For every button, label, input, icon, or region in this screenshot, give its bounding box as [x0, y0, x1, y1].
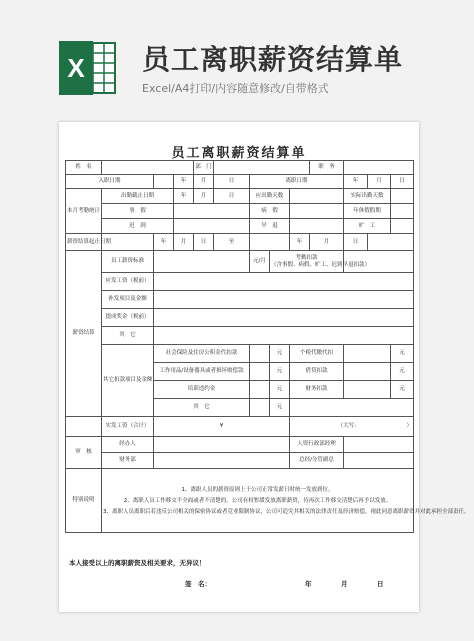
bonus-field[interactable] — [154, 309, 414, 327]
other2-extra-field[interactable] — [290, 399, 414, 417]
period-end-field[interactable] — [250, 234, 290, 251]
training-field[interactable] — [250, 381, 270, 399]
month-unit: 月 — [310, 234, 344, 251]
leave-personal-label: 病 假 — [250, 204, 290, 219]
document-page — [59, 122, 470, 612]
day-unit: 日 — [214, 189, 250, 204]
finance-deduct-label: 财务扣款 — [290, 381, 344, 399]
training-label: 培训违约金 — [154, 381, 250, 399]
year-unit: 年 — [174, 175, 194, 189]
finance-label: 财务部 — [102, 453, 154, 469]
other-deduct-label: 其它扣款项目及金额 — [102, 345, 154, 417]
declaration-text: 本人接受以上的离职薪资及相关要求，无异议！ — [69, 559, 206, 567]
net-label: 实发工资（合计） — [102, 417, 154, 437]
excel-icon — [57, 37, 119, 99]
period-to: 至 — [214, 234, 250, 251]
leave-date-label: 离职日期 — [250, 175, 344, 189]
currency-sign: ¥ — [219, 423, 224, 429]
other2-field[interactable] — [250, 399, 270, 417]
position-field[interactable] — [344, 161, 414, 175]
yuan-unit: 元 — [391, 381, 414, 399]
sign-label: 签 名： — [185, 580, 211, 588]
yuan-month-unit: 元/月 — [250, 251, 270, 273]
leave-sick-field[interactable] — [174, 204, 250, 219]
deduct-note: （含事假、病假、旷工、迟到早退扣款） — [271, 261, 371, 268]
yuan-unit: 元 — [270, 363, 290, 381]
banner-title: 员工离职薪资结算单 — [142, 43, 404, 76]
gross-label: 应发工资（税前） — [102, 273, 154, 291]
year-unit: 年 — [154, 234, 174, 251]
net-uppercase-field[interactable] — [290, 417, 414, 437]
net-spacer — [66, 417, 102, 437]
other-label: 其 它 — [102, 327, 154, 345]
month-unit: 月 — [194, 175, 214, 189]
notes-content — [102, 469, 470, 533]
year-unit: 年 — [290, 234, 310, 251]
dept-field[interactable] — [214, 161, 310, 175]
join-year-field[interactable] — [154, 175, 174, 189]
social-field[interactable] — [250, 345, 270, 363]
late-field[interactable] — [174, 219, 250, 234]
leave-annual-field[interactable] — [391, 204, 414, 219]
standard-label: 员工薪资标准 — [102, 251, 154, 273]
absenteeism-field[interactable] — [391, 219, 414, 234]
net-amount-field[interactable] — [154, 417, 290, 437]
join-date-label: 入职日期 — [66, 175, 154, 189]
late-label: 迟 到 — [102, 219, 174, 234]
tax-field[interactable] — [344, 345, 391, 363]
review-group-label: 审 核 — [66, 437, 102, 469]
note-item: 3、离职人员离职后若违反公司相关的保密协议或者竞业限制协议，公司可追究其相关的法律责任及经济赔偿，视此同意离职薪资并对此承担全部责任。 — [103, 508, 470, 515]
banner-subtitle: Excel/A4打印/内容随意修改/自带格式 — [142, 82, 329, 95]
deduct-title: 考勤扣款 — [295, 254, 318, 261]
leave-personal-field[interactable] — [290, 204, 344, 219]
handler-field[interactable] — [154, 437, 290, 453]
early-leave-label: 早 退 — [250, 219, 290, 234]
leave-sick-label: 事 假 — [102, 204, 174, 219]
hr-label: 人资行政部经理 — [290, 437, 344, 453]
name-label: 姓 名 — [66, 161, 102, 175]
handler-label: 经办人 — [102, 437, 154, 453]
day-unit: 日 — [344, 234, 368, 251]
yuan-unit: 元 — [270, 399, 290, 417]
yuan-unit: 元 — [391, 345, 414, 363]
tax-label: 个税代缴代扣 — [290, 345, 344, 363]
preview-banner — [0, 0, 474, 112]
month-unit: 月 — [368, 175, 391, 189]
uppercase-close: ） — [406, 423, 412, 429]
sign-year: 年 — [305, 580, 312, 588]
period-extra-field[interactable] — [368, 234, 414, 251]
leave-annual-label: 年休假假期 — [344, 204, 391, 219]
gm-label: 总经/分管副总 — [290, 453, 344, 469]
document-title: 员工离职薪资结算单 — [171, 146, 307, 161]
position-label: 职 务 — [310, 161, 344, 175]
bonus-label: 提成奖金（税前） — [102, 309, 154, 327]
items-field[interactable] — [250, 363, 270, 381]
due-days-field[interactable] — [290, 189, 344, 204]
other-field[interactable] — [154, 327, 414, 345]
finance-deduct-field[interactable] — [344, 381, 391, 399]
gross-field[interactable] — [154, 273, 414, 291]
items-label: 工作用品/设备器具或者损坏赔偿款 — [154, 363, 250, 381]
month-unit: 月 — [194, 189, 214, 204]
month-unit: 月 — [174, 234, 194, 251]
note-item: 2、离职人员工作移交不全面或者不清楚的，公司有权暂缓发放离职薪资，待再次工作移交清楚后再予以发放。 — [123, 497, 392, 504]
deduct-label — [270, 251, 371, 273]
note-item: 1、离职人员的薪资原则上于公司正常发薪日时统一发放到位。 — [181, 486, 334, 493]
check-end-label: 出勤截止日期 — [102, 189, 174, 204]
absenteeism-label: 旷 工 — [344, 219, 391, 234]
sign-day: 日 — [377, 580, 384, 588]
actual-days-field[interactable] — [391, 189, 414, 204]
actual-days-label: 实际出勤天数 — [344, 189, 391, 204]
yuan-unit: 元 — [270, 345, 290, 363]
yuan-unit: 元 — [391, 363, 414, 381]
due-days-label: 应出勤天数 — [250, 189, 290, 204]
social-label: 社会保险及住房公积金代扣款 — [154, 345, 250, 363]
uppercase-label: （大写： — [337, 423, 360, 429]
settlement-group-label: 薪资结算 — [66, 251, 102, 417]
hr-field[interactable] — [344, 437, 414, 453]
subsidy-field[interactable] — [154, 291, 414, 309]
other2-label: 其 它 — [154, 399, 250, 417]
sign-month: 月 — [341, 580, 348, 588]
standard-field[interactable] — [154, 251, 250, 273]
loan-label: 借贷扣款 — [290, 363, 344, 381]
year-unit: 年 — [344, 175, 368, 189]
day-unit: 日 — [194, 234, 214, 251]
name-field[interactable] — [102, 161, 194, 175]
period-label: 薪资结算起止日期 — [66, 234, 102, 251]
notes-group-label: 特别说明 — [66, 469, 102, 533]
year-unit: 年 — [174, 189, 194, 204]
svg-text:X: X — [67, 53, 85, 83]
signature-area — [65, 554, 413, 606]
gm-field[interactable] — [344, 453, 414, 469]
yuan-unit: 元 — [270, 381, 290, 399]
finance-field[interactable] — [154, 453, 290, 469]
settlement-form — [65, 160, 470, 533]
loan-field[interactable] — [344, 363, 391, 381]
attendance-group-label: 本月考勤统计 — [66, 189, 102, 234]
early-leave-field[interactable] — [290, 219, 344, 234]
subsidy-label: 补发项目及金额 — [102, 291, 154, 309]
day-unit: 日 — [214, 175, 250, 189]
day-unit: 日 — [391, 175, 414, 189]
dept-label: 部 门 — [194, 161, 214, 175]
